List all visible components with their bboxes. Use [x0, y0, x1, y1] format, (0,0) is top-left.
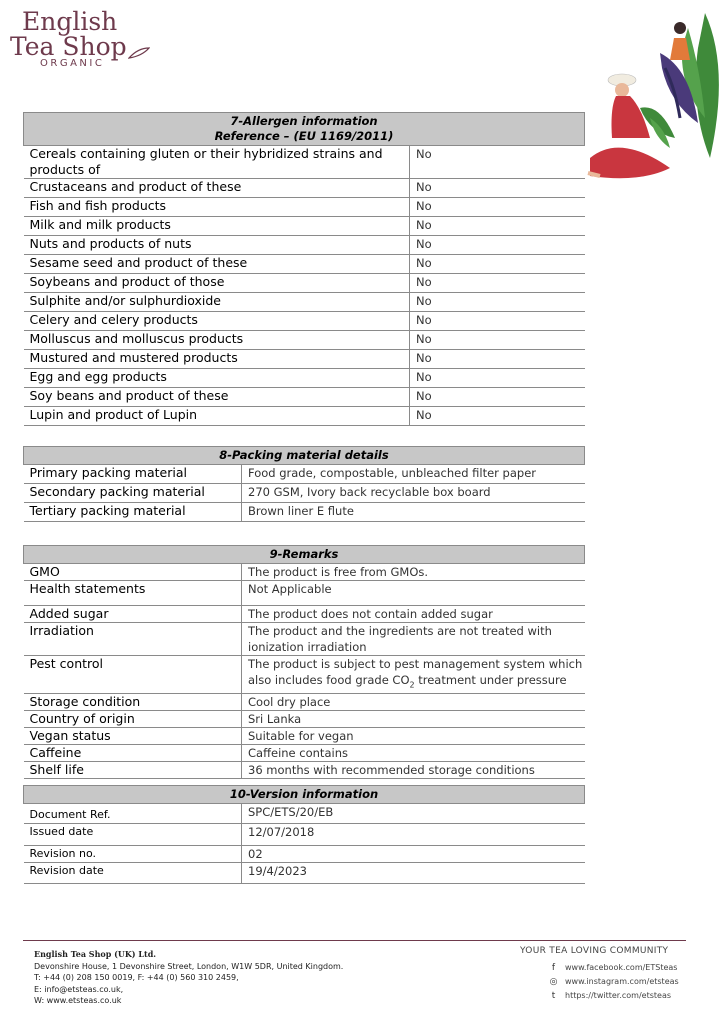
table-row — [24, 656, 585, 694]
table-row — [24, 623, 585, 656]
pest-text-b: treatment under pressure — [414, 673, 567, 687]
row-label: Lupin and product of Lupin — [24, 407, 410, 426]
table-row — [24, 255, 585, 274]
table-row — [24, 198, 585, 217]
community-heading: YOUR TEA LOVING COMMUNITY — [520, 946, 669, 956]
packing-header — [24, 447, 585, 465]
row-value: 02 — [242, 846, 585, 863]
phone-line: T: +44 (0) 208 150 0019, F: +44 (0) 560 310 2459, — [34, 973, 239, 982]
table-row — [24, 745, 585, 762]
table-row — [24, 312, 585, 331]
table-row — [24, 606, 585, 623]
version-title: 10-Version information — [24, 786, 585, 804]
row-label: Crustaceans and product of these — [24, 179, 410, 198]
row-label: Soy beans and product of these — [24, 388, 410, 407]
table-row — [24, 863, 585, 884]
row-label: Shelf life — [24, 762, 242, 779]
row-label: Irradiation — [24, 623, 242, 656]
web-line: W: www.etsteas.co.uk — [34, 996, 122, 1005]
packing-table — [23, 446, 585, 522]
row-value: No — [410, 217, 585, 236]
row-value: No — [410, 388, 585, 407]
table-row — [24, 350, 585, 369]
logo-line-teashop: Tea Shop — [10, 32, 127, 61]
row-label: Caffeine — [24, 745, 242, 762]
table-row — [24, 728, 585, 745]
company-name: English Tea Shop (UK) Ltd. — [34, 949, 157, 959]
row-value: No — [410, 236, 585, 255]
table-row — [24, 369, 585, 388]
table-row — [24, 846, 585, 863]
row-value: Sri Lanka — [242, 711, 585, 728]
table-row — [24, 824, 585, 846]
allergen-title: 7-Allergen information — [230, 114, 378, 128]
instagram-icon: ◎ — [549, 977, 558, 987]
table-row — [24, 407, 585, 426]
facebook-icon: f — [551, 963, 556, 973]
row-label: Sesame seed and product of these — [24, 255, 410, 274]
row-label: GMO — [24, 564, 242, 581]
company-address — [34, 949, 343, 1007]
row-value: No — [410, 331, 585, 350]
row-label: Vegan status — [24, 728, 242, 745]
row-label: Mustured and mustered products — [24, 350, 410, 369]
table-row — [24, 388, 585, 407]
row-label: Molluscus and molluscus products — [24, 331, 410, 350]
row-label: Added sugar — [24, 606, 242, 623]
table-row — [24, 179, 585, 198]
table-row — [24, 804, 585, 824]
pest-subscript: 2 — [409, 680, 415, 690]
table-row — [24, 581, 585, 606]
row-label: Storage condition — [24, 694, 242, 711]
row-value: No — [410, 293, 585, 312]
row-value: Caffeine contains — [242, 745, 585, 762]
row-value: No — [410, 407, 585, 426]
footer-divider — [23, 940, 686, 941]
row-value: 36 months with recommended storage conditions — [242, 762, 585, 779]
row-value: Brown liner E flute — [242, 503, 585, 522]
version-table — [23, 785, 585, 884]
row-value: No — [410, 312, 585, 331]
twitter-url: https://twitter.com/etsteas — [565, 991, 672, 1000]
row-value: Suitable for vegan — [242, 728, 585, 745]
row-label: Soybeans and product of those — [24, 274, 410, 293]
row-value: Cool dry place — [242, 694, 585, 711]
table-row — [24, 293, 585, 312]
tea-picker-illustration — [580, 8, 720, 183]
row-label: Revision no. — [24, 846, 242, 863]
row-value — [242, 656, 585, 694]
row-value: The product is free from GMOs. — [242, 564, 585, 581]
table-row — [24, 762, 585, 779]
row-label: Tertiary packing material — [24, 503, 242, 522]
table-row — [24, 274, 585, 293]
allergen-table — [23, 112, 585, 426]
row-label: Document Ref. — [24, 804, 242, 824]
table-row — [24, 711, 585, 728]
row-value: Food grade, compostable, unbleached filter paper — [242, 465, 585, 484]
table-row — [24, 465, 585, 484]
row-label: Primary packing material — [24, 465, 242, 484]
row-value: No — [410, 198, 585, 217]
remarks-table — [23, 545, 585, 779]
row-label: Fish and fish products — [24, 198, 410, 217]
instagram-url: www.instagram.com/etsteas — [565, 977, 679, 986]
twitter-link[interactable] — [548, 991, 671, 1001]
row-label: Celery and celery products — [24, 312, 410, 331]
row-value: 270 GSM, Ivory back recyclable box board — [242, 484, 585, 503]
table-row — [24, 236, 585, 255]
remarks-header — [24, 546, 585, 564]
row-value: No — [410, 146, 585, 179]
row-value: No — [410, 179, 585, 198]
brand-logo — [10, 8, 160, 68]
table-row — [24, 217, 585, 236]
table-row — [24, 694, 585, 711]
table-row — [24, 564, 585, 581]
row-value: No — [410, 255, 585, 274]
row-label: Pest control — [24, 656, 242, 694]
remarks-title: 9-Remarks — [24, 546, 585, 564]
row-value: The product and the ingredients are not treated with ionization irradiation — [242, 623, 585, 656]
twitter-icon: t — [551, 991, 556, 1001]
table-row — [24, 146, 585, 179]
row-label: Issued date — [24, 824, 242, 846]
row-value: 12/07/2018 — [242, 824, 585, 846]
row-value: Not Applicable — [242, 581, 585, 606]
table-row — [24, 331, 585, 350]
row-label: Secondary packing material — [24, 484, 242, 503]
leaf-icon — [128, 46, 150, 60]
row-value: No — [410, 369, 585, 388]
row-label: Nuts and products of nuts — [24, 236, 410, 255]
instagram-link[interactable] — [548, 977, 679, 987]
row-label: Country of origin — [24, 711, 242, 728]
logo-line-english: English — [22, 7, 118, 36]
row-value: The product does not contain added sugar — [242, 606, 585, 623]
row-value: 19/4/2023 — [242, 863, 585, 884]
packing-title: 8-Packing material details — [24, 447, 585, 465]
allergen-reference: Reference – (EU 1169/2011) — [214, 129, 394, 143]
logo-line-organic: ORGANIC — [40, 58, 105, 69]
table-row — [24, 484, 585, 503]
address-line: Devonshire House, 1 Devonshire Street, London, W1W 5DR, United Kingdom. — [34, 961, 344, 971]
version-header — [24, 786, 585, 804]
row-label: Milk and milk products — [24, 217, 410, 236]
table-row — [24, 503, 585, 522]
row-label: Revision date — [24, 863, 242, 884]
row-label: Cereals containing gluten or their hybridized strains and products of — [24, 146, 410, 179]
facebook-url: www.facebook.com/ETSteas — [565, 963, 678, 972]
pest-text-a: The product is subject to pest management system which also includes food grade CO — [248, 657, 583, 687]
row-label: Egg and egg products — [24, 369, 410, 388]
row-value: No — [410, 274, 585, 293]
row-label: Sulphite and/or sulphurdioxide — [24, 293, 410, 312]
row-value: SPC/ETS/20/EB — [242, 804, 585, 824]
row-label: Health statements — [24, 581, 242, 606]
facebook-link[interactable] — [548, 963, 677, 973]
email-line: E: info@etsteas.co.uk, — [34, 984, 124, 994]
row-value: No — [410, 350, 585, 369]
allergen-header — [24, 113, 585, 146]
